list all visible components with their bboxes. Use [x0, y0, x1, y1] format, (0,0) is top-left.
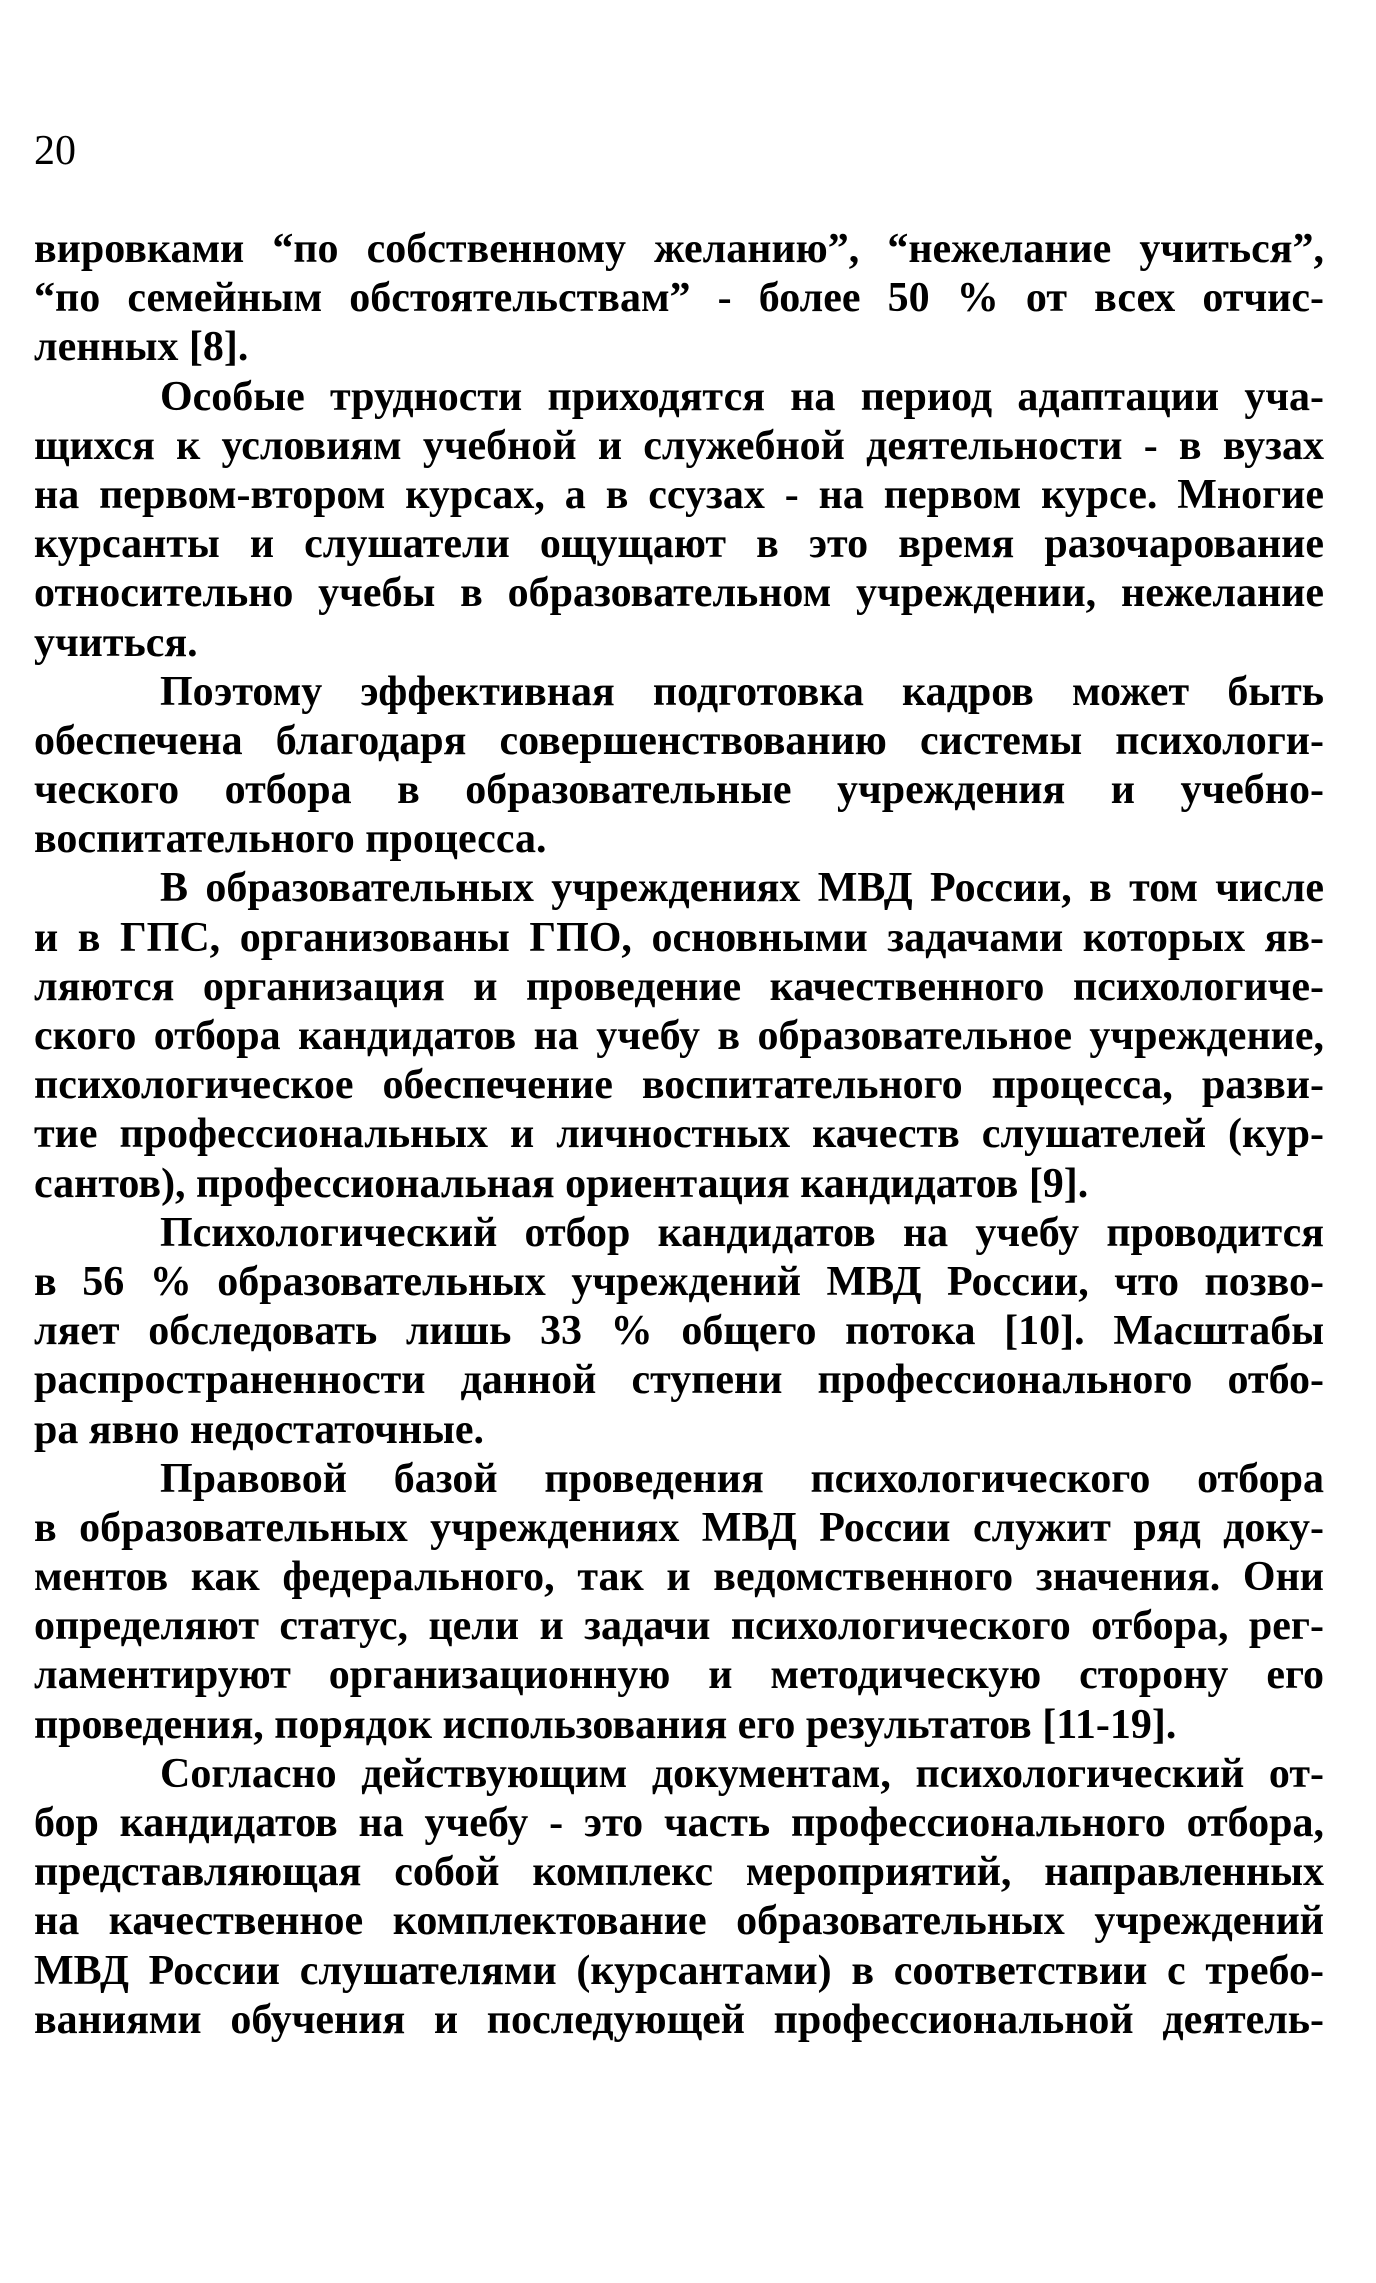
- text-line: относительно учебы в образовательном учреждении, нежелание: [34, 570, 1324, 617]
- text-line: Правовой базой проведения психологического отбора: [160, 1455, 1324, 1502]
- page-number: 20: [34, 128, 76, 174]
- body-text: [34, 225, 1324, 2045]
- text-line: психологическое обеспечение воспитательного процесса, разви-: [34, 1062, 1324, 1109]
- text-line: в образовательных учреждениях МВД России служит ряд доку-: [34, 1504, 1324, 1551]
- text-line: воспитательного процесса.: [34, 816, 547, 863]
- text-line: Психологический отбор кандидатов на учебу проводится: [160, 1209, 1324, 1256]
- text-line: вировками “по собственному желанию”, “нежелание учиться”,: [34, 226, 1324, 272]
- text-line: “по семейным обстоятельствам” - более 50 % от всех отчис-: [34, 275, 1324, 322]
- text-line: обеспечена благодаря совершенствованию системы психологи-: [34, 717, 1324, 764]
- text-line: сантов), профессиональная ориентация кандидатов [9].: [34, 1160, 1089, 1207]
- text-line: ческого отбора в образовательные учреждения и учебно-: [34, 767, 1324, 814]
- text-line: курсанты и слушатели ощущают в это время разочарование: [34, 521, 1324, 568]
- text-line: Согласно действующим документам, психологический от-: [160, 1750, 1324, 1797]
- text-line: щихся к условиям учебной и служебной деятельности - в вузах: [34, 422, 1324, 469]
- text-line: Поэтому эффективная подготовка кадров может быть: [160, 668, 1324, 715]
- text-line: в 56 % образовательных учреждений МВД России, что позво-: [34, 1258, 1324, 1305]
- text-line: тие профессиональных и личностных качеств слушателей (кур-: [34, 1111, 1324, 1158]
- text-line: ского отбора кандидатов на учебу в образовательное учреждение,: [34, 1013, 1324, 1059]
- text-line: ментов как федерального, так и ведомственного значения. Они: [34, 1554, 1324, 1601]
- text-line: МВД России слушателями (курсантами) в соответствии с требо-: [34, 1947, 1324, 1994]
- text-line: Особые трудности приходятся на период адаптации уча-: [160, 373, 1324, 420]
- text-line: учиться.: [34, 619, 198, 666]
- text-line: представляющая собой комплекс мероприятий, направленных: [34, 1849, 1324, 1896]
- text-line: и в ГПС, организованы ГПО, основными задачами которых яв-: [34, 914, 1324, 961]
- text-line: В образовательных учреждениях МВД России, в том числе: [160, 865, 1324, 912]
- text-line: ленных [8].: [34, 324, 249, 371]
- text-line: на качественное комплектование образовательных учреждений: [34, 1898, 1324, 1945]
- text-line: определяют статус, цели и задачи психологического отбора, рег-: [34, 1603, 1324, 1650]
- text-line: ламентируют организационную и методическую сторону его: [34, 1652, 1324, 1699]
- text-line: ра явно недостаточные.: [34, 1406, 485, 1453]
- text-line: на первом-втором курсах, а в ссузах - на первом курсе. Многие: [34, 471, 1324, 518]
- text-line: ляет обследовать лишь 33 % общего потока [10]. Масштабы: [34, 1308, 1324, 1355]
- text-line: ваниями обучения и последующей профессиональной деятель-: [34, 1996, 1324, 2043]
- text-line: проведения, порядок использования его результатов [11-19].: [34, 1701, 1177, 1748]
- text-line: ляются организация и проведение качественного психологиче-: [34, 963, 1324, 1010]
- text-line: распространенности данной ступени профессионального отбо-: [34, 1357, 1324, 1404]
- text-line: бор кандидатов на учебу - это часть профессионального отбора,: [34, 1800, 1324, 1846]
